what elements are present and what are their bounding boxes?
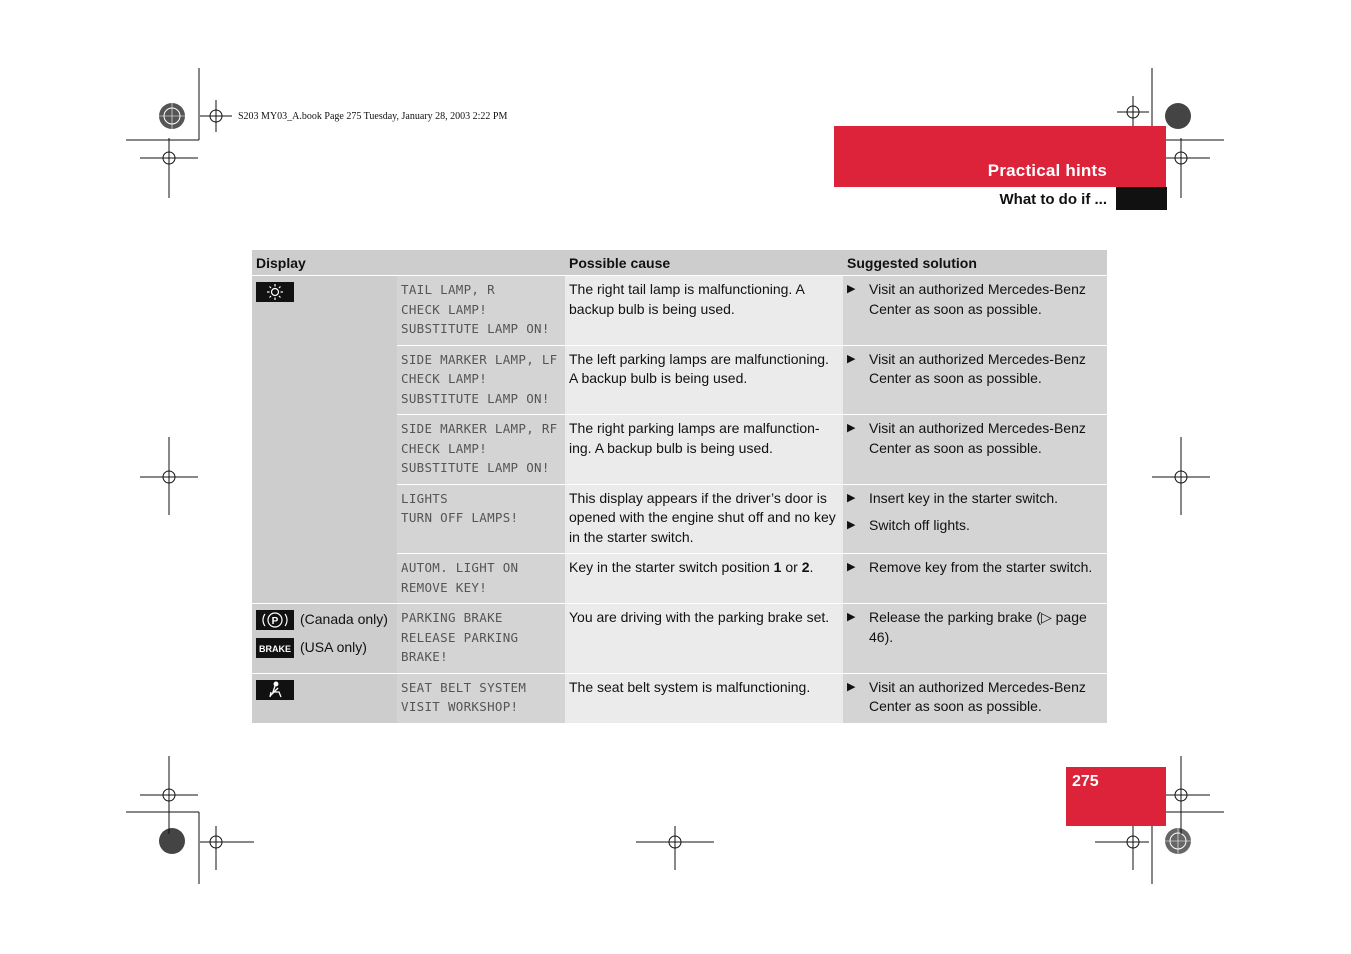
icon-label: (Canada only) bbox=[300, 611, 388, 628]
display-icon-cell bbox=[252, 604, 397, 674]
svg-text:BRAKE: BRAKE bbox=[258, 644, 292, 654]
possible-cause: The seat belt system is malfunctioning. bbox=[565, 673, 843, 723]
seat-belt-icon bbox=[256, 680, 294, 700]
possible-cause: The right tail lamp is malfunctioning. A backup bulb is being used. bbox=[565, 276, 843, 346]
bullet-arrow-icon: ▶ bbox=[847, 352, 856, 365]
table-row bbox=[252, 604, 1107, 674]
display-message: LIGHTS TURN OFF LAMPS! bbox=[397, 484, 565, 554]
bullet-arrow-icon: ▶ bbox=[847, 519, 856, 531]
display-message: PARKING BRAKE RELEASE PARKING BRAKE! bbox=[397, 604, 565, 674]
display-message: TAIL LAMP, R CHECK LAMP! SUBSTITUTE LAMP ON! bbox=[397, 276, 565, 346]
possible-cause: The left parking lamps are malfunctioning. A backup bulb is being used. bbox=[565, 345, 843, 415]
suggested-solution bbox=[843, 554, 1107, 604]
suggested-solution bbox=[843, 345, 1107, 415]
bullet-arrow-icon: ▶ bbox=[847, 491, 856, 504]
header-tab bbox=[1116, 187, 1167, 210]
solution-step: ▶ Visit an authorized Mercedes-Benz Center as soon as possible. bbox=[847, 280, 1103, 319]
suggested-solution bbox=[843, 415, 1107, 485]
solution-step: ▶ Switch off lights. bbox=[847, 516, 1103, 536]
display-message: SIDE MARKER LAMP, RF CHECK LAMP! SUBSTITUTE LAMP ON! bbox=[397, 415, 565, 485]
solution-step: ▶ Visit an authorized Mercedes-Benz Center as soon as possible. bbox=[847, 350, 1103, 389]
bullet-arrow-icon: ▶ bbox=[847, 422, 856, 434]
solution-step: ▶ Remove key from the starter switch. bbox=[847, 558, 1103, 578]
brake-icon bbox=[256, 638, 294, 658]
section-header bbox=[834, 126, 1166, 187]
suggested-solution bbox=[843, 276, 1107, 346]
subsection-title: What to do if ... bbox=[999, 191, 1107, 208]
solution-step: ▶ Insert key in the starter switch. bbox=[847, 489, 1103, 509]
parking-brake-icon bbox=[256, 610, 294, 630]
column-header-display: Display bbox=[252, 250, 565, 276]
possible-cause: Key in the starter switch position 1 or 2. bbox=[565, 554, 843, 604]
display-message: SIDE MARKER LAMP, LF CHECK LAMP! SUBSTITUTE LAMP ON! bbox=[397, 345, 565, 415]
icon-label: (USA only) bbox=[300, 639, 367, 656]
lamp-icon bbox=[256, 282, 294, 302]
possible-cause: You are driving with the parking brake set. bbox=[565, 604, 843, 674]
column-header-cause: Possible cause bbox=[565, 250, 843, 276]
page-number-tab bbox=[1066, 767, 1166, 826]
display-messages-table bbox=[252, 250, 1107, 724]
suggested-solution bbox=[843, 484, 1107, 554]
suggested-solution bbox=[843, 673, 1107, 723]
page-number: 275 bbox=[1072, 773, 1099, 790]
table-row bbox=[252, 276, 1107, 346]
bullet-arrow-icon: ▶ bbox=[847, 680, 856, 693]
svg-text:P: P bbox=[271, 616, 279, 627]
display-icon-cell bbox=[252, 673, 397, 723]
possible-cause: This display appears if the driver’s door is opened with the engine shut off and no key in the starter switch. bbox=[565, 484, 843, 554]
display-icon-cell bbox=[252, 276, 397, 604]
file-meta: S203 MY03_A.book Page 275 Tuesday, January 28, 2003 2:22 PM bbox=[238, 111, 508, 122]
display-message: AUTOM. LIGHT ON REMOVE KEY! bbox=[397, 554, 565, 604]
table-row bbox=[252, 673, 1107, 723]
column-header-solution: Suggested solution bbox=[843, 250, 1107, 276]
bullet-arrow-icon: ▶ bbox=[847, 561, 856, 573]
solution-step: ▶ Visit an authorized Mercedes-Benz Center as soon as possible. bbox=[847, 419, 1103, 458]
bullet-arrow-icon: ▶ bbox=[847, 611, 856, 623]
display-message: SEAT BELT SYSTEM VISIT WORKSHOP! bbox=[397, 673, 565, 723]
bullet-arrow-icon: ▶ bbox=[847, 283, 856, 295]
solution-step: ▶ Release the parking brake (▷ page 46). bbox=[847, 608, 1103, 647]
section-title: Practical hints bbox=[987, 161, 1107, 180]
solution-step: ▶ Visit an authorized Mercedes-Benz Center as soon as possible. bbox=[847, 678, 1103, 717]
table-header-row bbox=[252, 250, 1107, 276]
suggested-solution bbox=[843, 604, 1107, 674]
possible-cause: The right parking lamps are malfunction-ing. A backup bulb is being used. bbox=[565, 415, 843, 485]
